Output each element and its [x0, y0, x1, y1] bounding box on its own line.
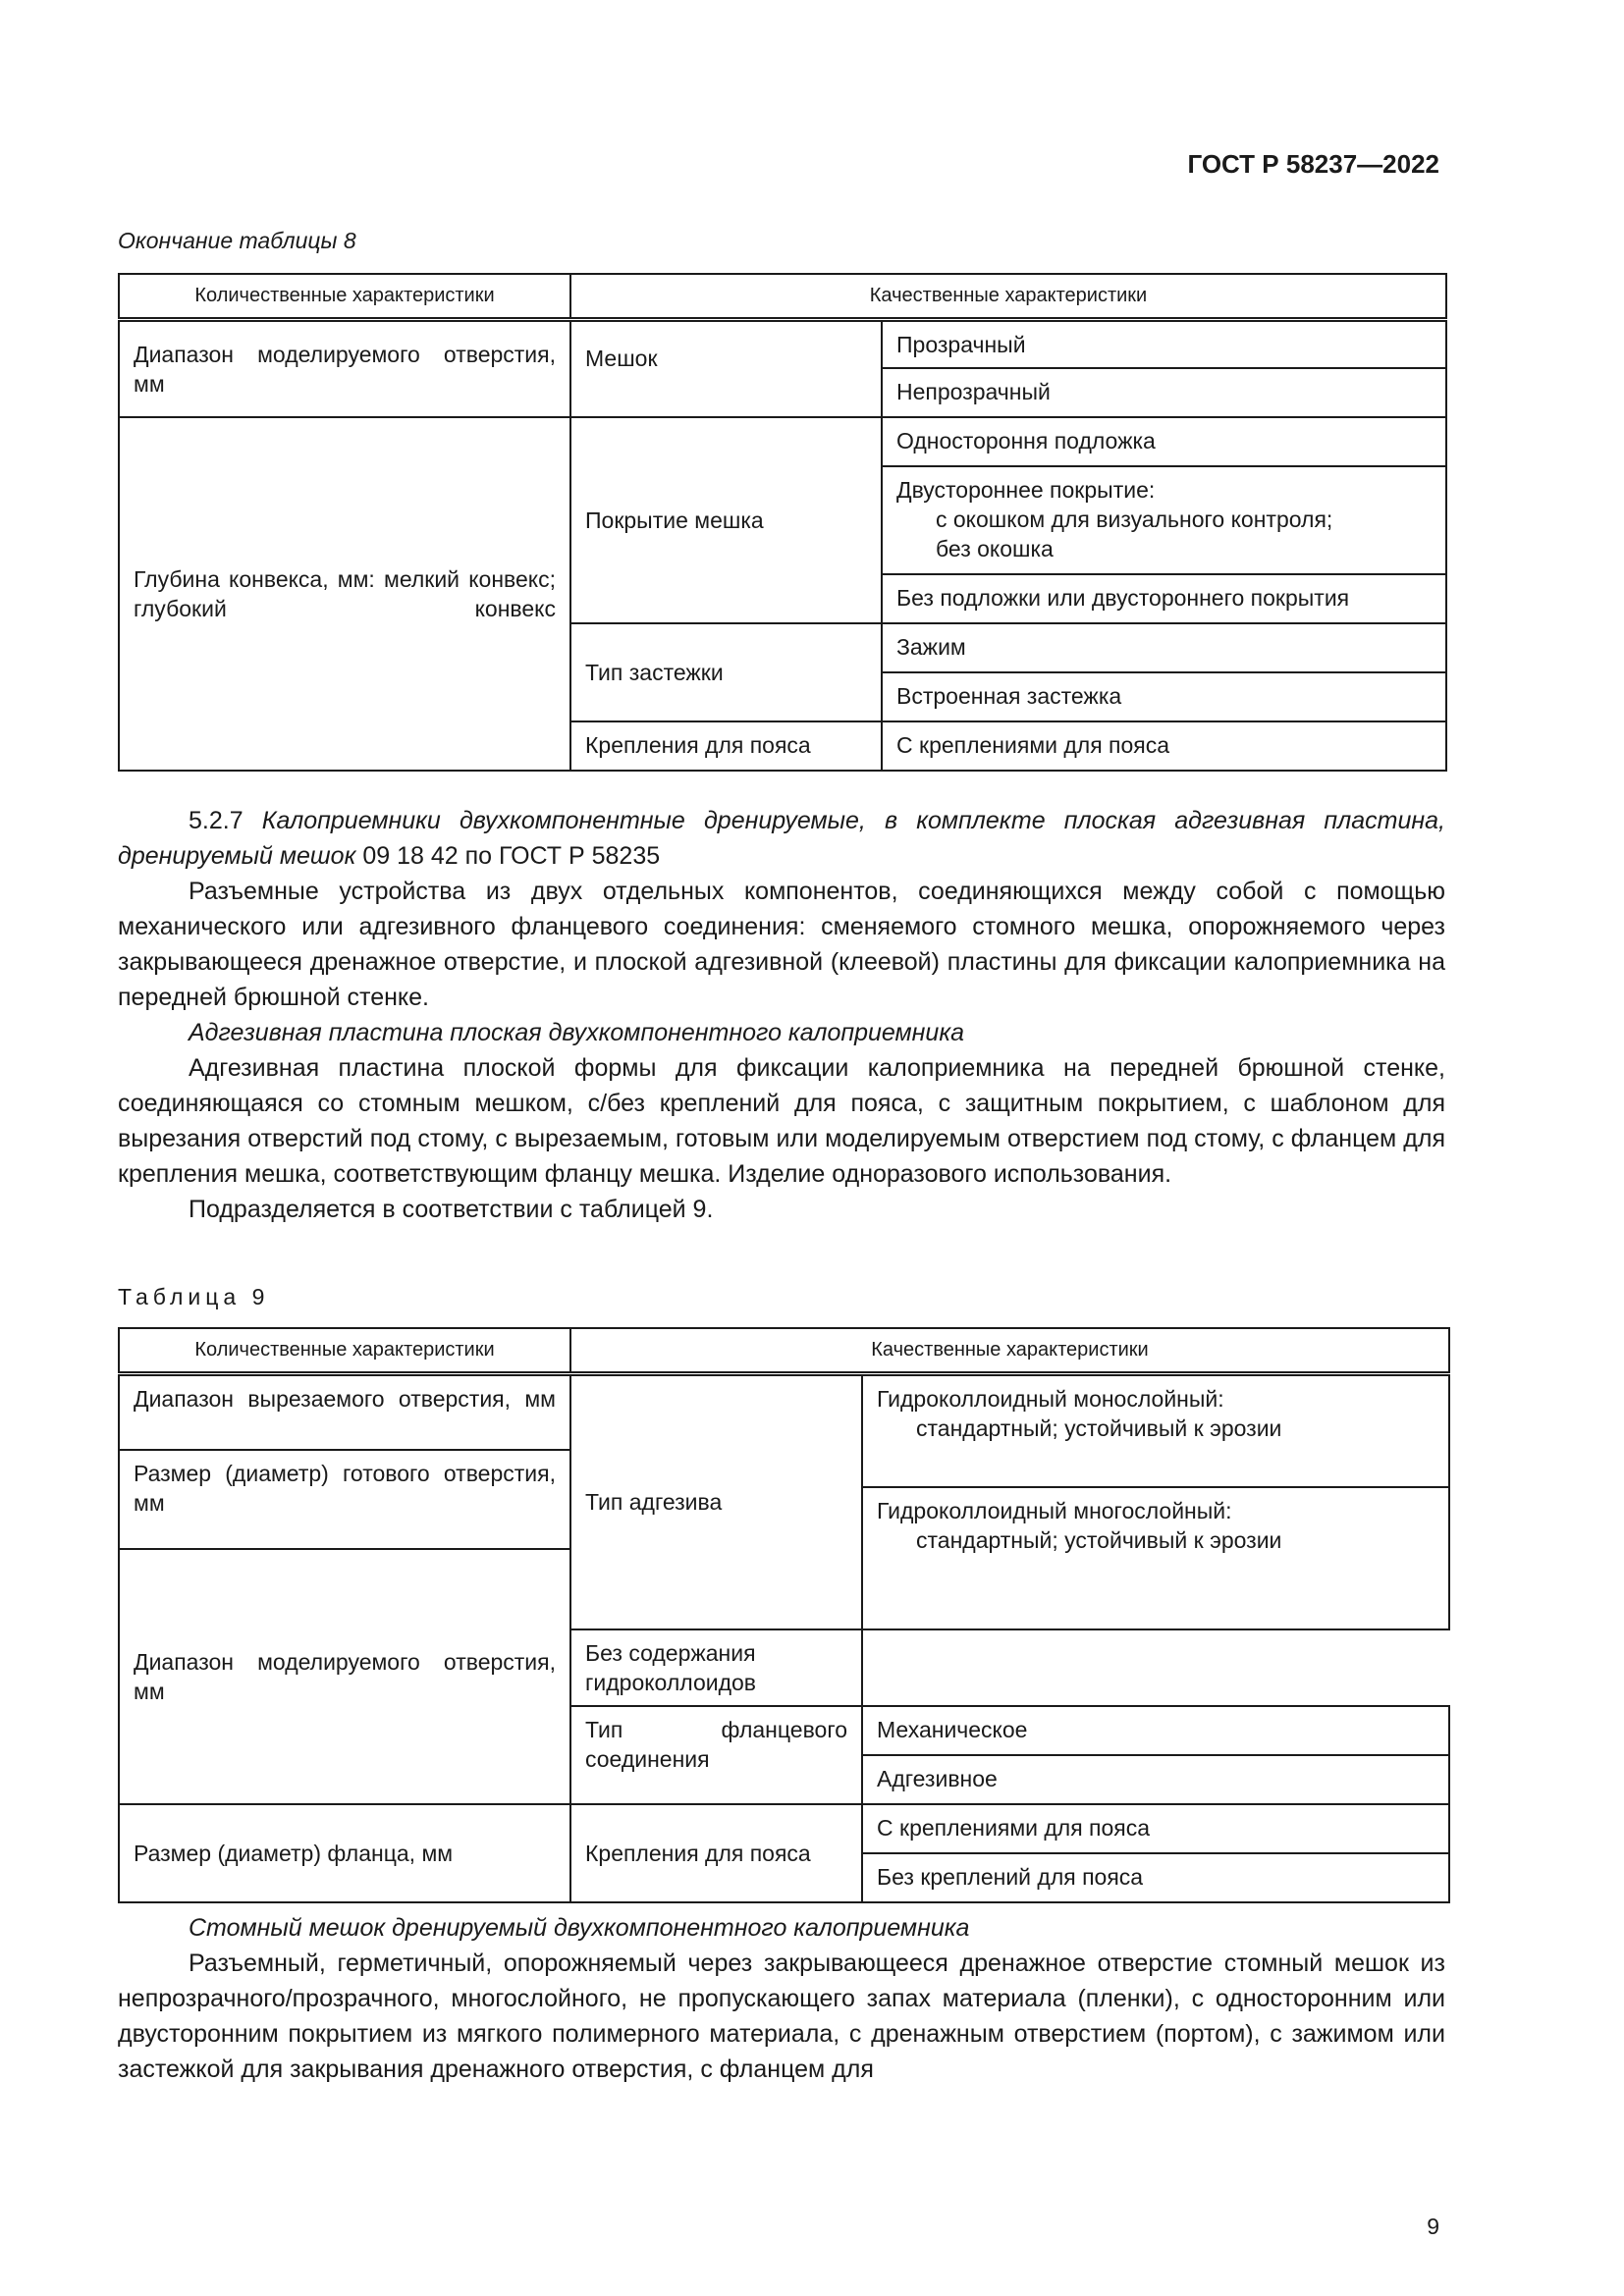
table-9 [118, 1327, 1450, 1903]
table8-group-cell: Крепления для пояса [570, 721, 882, 771]
section-title: Калоприемники двухкомпонентные дренируемые, в комплекте плоская адгезивная пластина, дренируемый мешок [118, 807, 1445, 870]
table9-value-line: Гидроколлоидный многослойный: [877, 1498, 1232, 1523]
table9-quant-cell [119, 1373, 570, 1450]
table8-value-cell: Без подложки или двустороннего покрытия [882, 574, 1446, 623]
table9-header-qualitative: Качественные характеристики [570, 1328, 1449, 1373]
section-5-2-7 [118, 803, 1445, 1227]
table9-group-line: Тип фланцевого соединения [585, 1717, 847, 1772]
section-heading [118, 803, 1445, 874]
table9-value-cell: Механическое [862, 1706, 1449, 1755]
table8-value-subline: с окошком для визуального контроля; [936, 507, 1333, 532]
paragraph: Разъемные устройства из двух отдельных компонентов, соединяющихся между собой с помощью механического или адгезивного фланцевого соединения: сменяемого стомного мешка, опорожняемого через закрывающееся дренажное отверстие, и плоской адгезивной (клеевой) пластины для фиксации калоприемника на передней брюшной стенке. [118, 878, 1445, 1011]
table8-quant-line: Диапазон моделируемого отверстия, мм [134, 341, 556, 397]
table9-value-cell [862, 1487, 1449, 1629]
paragraph: Подразделяется в соответствии с таблицей 9. [189, 1196, 714, 1223]
table9-value-subline: стандартный; устойчивый к эрозии [916, 1415, 1282, 1441]
table8-quant-line: Глубина конвекса, мм: мелкий конвекс; глубокий конвекс [134, 566, 556, 621]
section-code: 09 18 42 по ГОСТ Р 58235 [362, 842, 661, 870]
table9-value-subline: стандартный; устойчивый к эрозии [916, 1527, 1282, 1553]
table8-group-cell: Покрытие мешка [570, 417, 882, 623]
table8-value-line: Двустороннее покрытие: [896, 477, 1156, 503]
document-code: ГОСТ Р 58237—2022 [1187, 149, 1439, 179]
table9-quant-cell [119, 1450, 570, 1549]
section-bag [118, 1910, 1445, 2087]
table9-group-cell: Крепления для пояса [570, 1804, 862, 1902]
table8-value-cell: Непрозрачный [882, 368, 1446, 417]
table9-value-cell [862, 1373, 1449, 1487]
table8-quant-cell [119, 319, 570, 417]
table8-value-cell: С креплениями для пояса [882, 721, 1446, 771]
table8-header-quantitative: Количественные характеристики [119, 274, 570, 319]
table9-value-cell: Без креплений для пояса [862, 1853, 1449, 1902]
table9-group-cell: Тип адгезива [570, 1373, 862, 1629]
paragraph: Адгезивная пластина плоской формы для фиксации калоприемника на передней брюшной стенке, соединяющаяся со стомным мешком, с/без креплений для пояса, с защитным покрытием, с шаблоном для вырезания отверстий под стому, с вырезаемым, готовым или моделируемым отверстием под стому, с фланцем для крепления мешка, соответствующим фланцу мешка. Изделие одноразового использования. [118, 1054, 1445, 1188]
table9-value-cell: Без содержания гидроколлоидов [570, 1629, 862, 1706]
table9-quant-cell [119, 1549, 570, 1804]
table8-value-cell: Одностороння подложка [882, 417, 1446, 466]
table8-header-qualitative: Качественные характеристики [570, 274, 1446, 319]
table8-value-cell: Зажим [882, 623, 1446, 672]
table9-quant-line: Размер (диаметр) готового отверстия, мм [134, 1461, 556, 1516]
table8-value-cell [882, 466, 1446, 574]
table8-value-subline: без окошка [936, 536, 1054, 561]
table9-header-quantitative: Количественные характеристики [119, 1328, 570, 1373]
table8-group-cell: Мешок [570, 319, 882, 417]
paragraph: Разъемный, герметичный, опорожняемый через закрывающееся дренажное отверстие стомный мешок из непрозрачного/прозрачного, многослойного, не пропускающего запах материала (пленки), с односторонним или двусторонним покрытием из мягкого полимерного материала, с дренажным отверстием (портом), с зажимом или застежкой для закрывания дренажного отверстия, с фланцем для [118, 1949, 1445, 2083]
table9-value-cell: Адгезивное [862, 1755, 1449, 1804]
section-number: 5.2.7 [189, 807, 244, 834]
table9-value-line: Гидроколлоидный монослойный: [877, 1385, 1224, 1412]
table8-quant-cell [119, 417, 570, 771]
table8-value-cell: Встроенная застежка [882, 672, 1446, 721]
table8-group-cell: Тип застежки [570, 623, 882, 721]
table9-group-cell [570, 1706, 862, 1804]
table8-value-cell: Прозрачный [882, 319, 1446, 368]
table-8 [118, 273, 1447, 772]
page-number: 9 [1427, 2214, 1439, 2239]
table9-quant-cell: Размер (диаметр) фланца, мм [119, 1804, 570, 1902]
table9-quant-line: Диапазон вырезаемого отверстия, мм [134, 1385, 556, 1412]
subheading: Стомный мешок дренируемый двухкомпонентного калоприемника [189, 1914, 970, 1942]
table9-caption: Таблица 9 [118, 1284, 270, 1309]
table9-quant-line: Диапазон моделируемого отверстия, мм [134, 1649, 556, 1704]
table8-caption: Окончание таблицы 8 [118, 228, 356, 253]
table9-value-cell: С креплениями для пояса [862, 1804, 1449, 1853]
subheading: Адгезивная пластина плоская двухкомпонентного калоприемника [189, 1019, 965, 1046]
